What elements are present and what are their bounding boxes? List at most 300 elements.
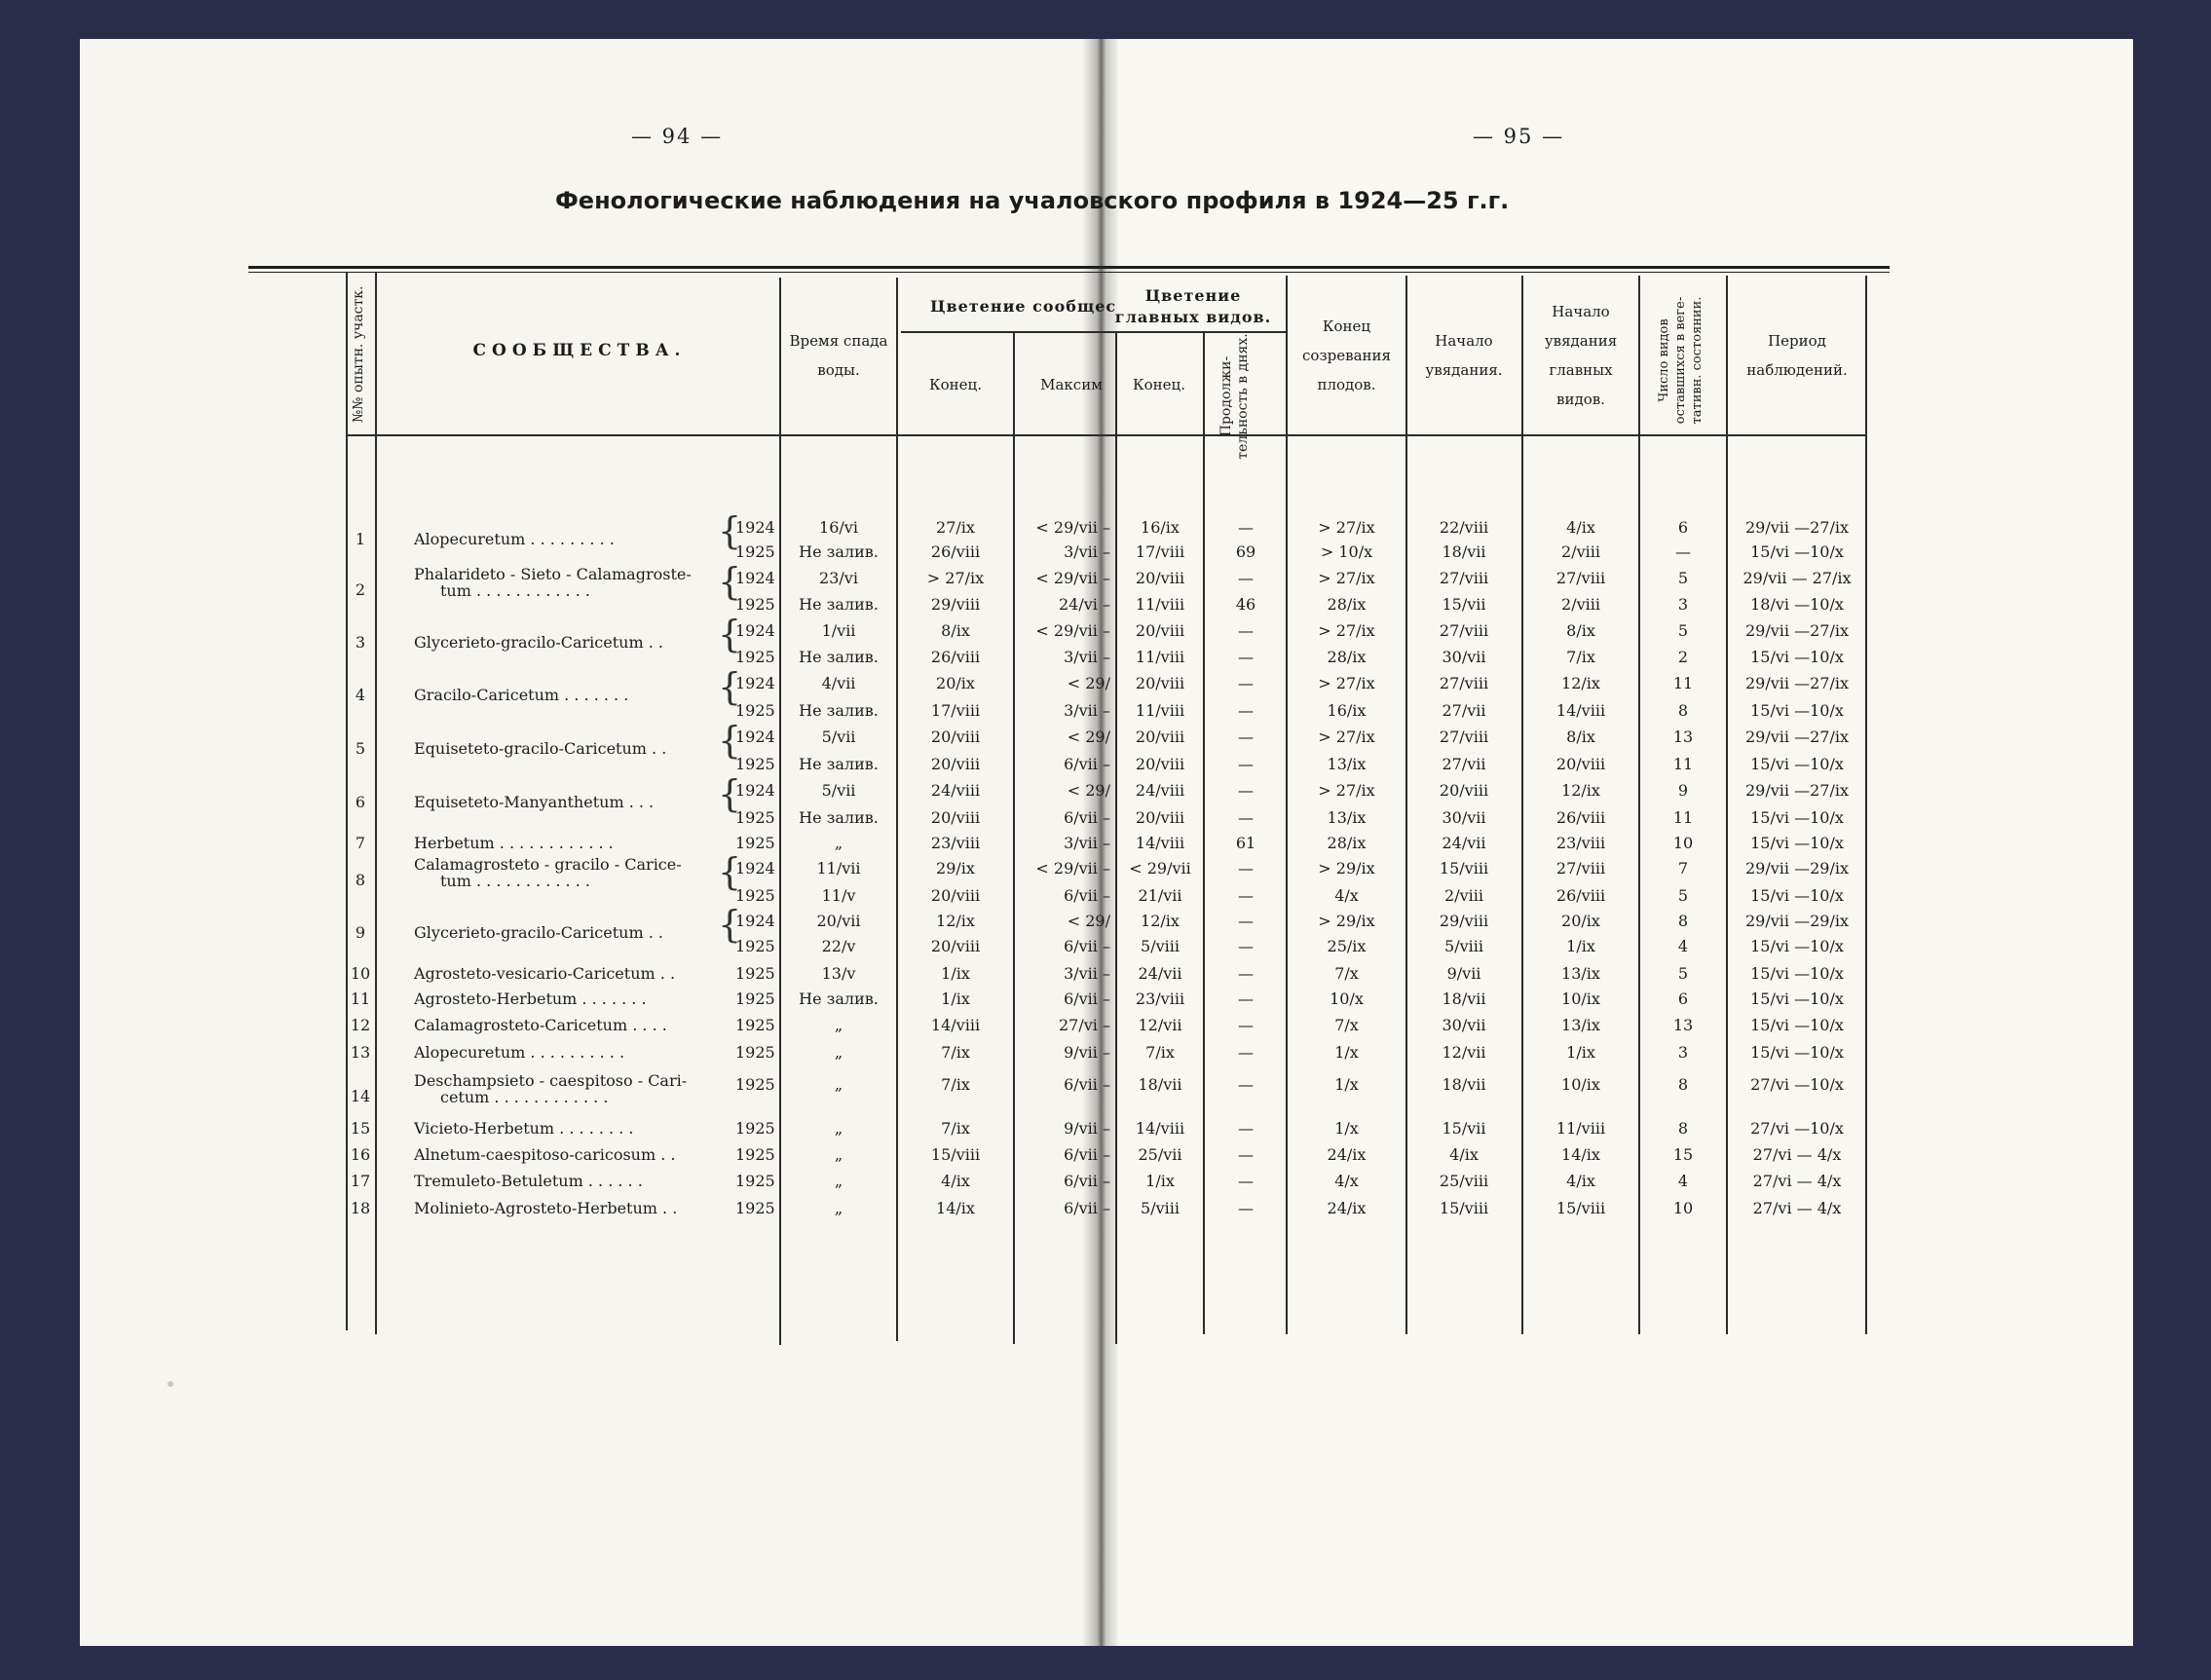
year-cell: 1925 <box>735 1016 775 1034</box>
cell-fm-end: 5/viii <box>1141 1199 1180 1217</box>
cell-water: „ <box>834 1075 843 1094</box>
cell-dur: 46 <box>1235 595 1256 614</box>
cell-fc-end: 14/viii <box>930 1016 981 1034</box>
cell-mwilt: 2/viii <box>1561 595 1600 614</box>
cell-dur: — <box>1238 648 1254 666</box>
year-brace: { <box>718 613 742 655</box>
col-line-6 <box>1203 331 1205 1334</box>
cell-water: 1/vii <box>821 621 856 640</box>
cell-period: 15/vi —10/x <box>1750 989 1844 1008</box>
cell-fc-end: 20/viii <box>930 937 981 955</box>
cell-dur: — <box>1238 989 1254 1008</box>
header-flowering-main: Цветение главных видов. <box>1114 286 1272 326</box>
cell-wilt: 18/vii <box>1442 989 1486 1008</box>
cell-wilt: 15/viii <box>1439 1199 1489 1217</box>
cell-veg: 5 <box>1677 569 1689 587</box>
cell-mwilt: 4/ix <box>1566 518 1595 537</box>
cell-wilt: 24/vii <box>1442 834 1486 852</box>
cell-wilt: 29/viii <box>1439 912 1489 930</box>
right-page-number: — 95 — <box>1473 125 1565 148</box>
row-number: 15 <box>350 1119 371 1138</box>
cell-fc-end: 14/ix <box>936 1199 975 1217</box>
cell-water: „ <box>834 1199 843 1217</box>
cell-wilt: 27/vii <box>1442 701 1486 720</box>
header-top-rule-thin <box>248 272 1890 273</box>
cell-mwilt: 4/ix <box>1566 1172 1595 1190</box>
cell-veg: 11 <box>1672 808 1694 827</box>
cell-dur: — <box>1238 1172 1254 1190</box>
cell-wilt: 18/vii <box>1442 1075 1486 1094</box>
row-number: 3 <box>355 633 366 652</box>
cell-fruit: 16/ix <box>1327 701 1367 720</box>
row-number: 11 <box>350 989 371 1008</box>
cell-wilt: 5/viii <box>1444 937 1483 955</box>
cell-fc-end: 29/ix <box>936 859 975 877</box>
year-cell: 1925 <box>735 542 775 561</box>
cell-veg: 3 <box>1677 1043 1689 1062</box>
cell-wilt: 30/vii <box>1442 648 1486 666</box>
year-brace: { <box>718 665 742 708</box>
cell-mwilt: 11/viii <box>1555 1119 1606 1138</box>
cell-wilt: 9/vii <box>1446 964 1481 983</box>
community-name-continued: cetum . . . . . . . . . . . . <box>440 1088 609 1106</box>
cell-dur: — <box>1238 1199 1254 1217</box>
cell-fc-end: 8/ix <box>941 621 970 640</box>
header-veg-species: Число видов оставшихся в веге-тативн. состоянии. <box>1657 296 1705 425</box>
cell-water: „ <box>834 1016 843 1034</box>
cell-period: 15/vi —10/x <box>1750 808 1844 827</box>
cell-dur: — <box>1238 755 1254 773</box>
cell-period: 29/vii —27/ix <box>1745 781 1849 800</box>
cell-fc-max: 3/vii – <box>1064 834 1110 852</box>
header-flowering-community: Цветение сообщес <box>930 297 1117 316</box>
cell-water: „ <box>834 834 843 852</box>
community-name: Glycerieto-gracilo-Caricetum . . <box>414 923 663 942</box>
cell-fc-max: 9/vii – <box>1064 1119 1110 1138</box>
col-line-11 <box>1726 276 1728 1334</box>
cell-fc-end: 20/ix <box>936 674 975 692</box>
year-cell: 1925 <box>735 808 775 827</box>
cell-fc-max: 3/vii – <box>1064 701 1110 720</box>
header-flowering-main-duration: Продолжи-тельность в днях. <box>1218 333 1251 460</box>
cell-water: 13/v <box>821 964 856 983</box>
cell-veg: 15 <box>1672 1145 1694 1164</box>
year-cell: 1925 <box>735 648 775 666</box>
cell-fruit: 7/x <box>1334 1016 1359 1034</box>
header-top-rule <box>248 266 1890 269</box>
year-cell: 1924 <box>735 859 775 877</box>
cell-dur: — <box>1238 728 1254 746</box>
community-name: Deschampsieto - caespitoso - Cari- <box>414 1071 688 1090</box>
cell-fm-end: 20/viii <box>1135 808 1185 827</box>
cell-fruit: 28/ix <box>1327 595 1367 614</box>
cell-fc-end: 24/viii <box>930 781 981 800</box>
cell-fc-end: 29/viii <box>930 595 981 614</box>
cell-fc-max: 6/vii – <box>1064 755 1110 773</box>
cell-mwilt: 12/ix <box>1561 781 1600 800</box>
cell-fruit: 13/ix <box>1327 808 1367 827</box>
community-name: Gracilo-Caricetum . . . . . . . <box>414 686 629 704</box>
community-name: Tremuleto-Betuletum . . . . . . <box>414 1172 643 1190</box>
cell-fm-end: 20/viii <box>1135 674 1185 692</box>
row-number: 1 <box>355 530 366 548</box>
cell-water: 16/vi <box>819 518 858 537</box>
cell-fc-max: < 29/ <box>1067 728 1110 746</box>
cell-water: 20/vii <box>816 912 861 930</box>
cell-mwilt: 8/ix <box>1566 728 1595 746</box>
cell-mwilt: 13/ix <box>1561 1016 1600 1034</box>
cell-mwilt: 20/ix <box>1561 912 1600 930</box>
cell-fc-max: 3/vii – <box>1064 964 1110 983</box>
cell-fc-max: < 29/vii – <box>1035 859 1110 877</box>
cell-fc-max: 6/vii – <box>1064 886 1110 905</box>
header-wilting-start: Начало увядания. <box>1425 332 1503 379</box>
cell-water: Не залив. <box>799 808 879 827</box>
cell-mwilt: 1/ix <box>1566 937 1595 955</box>
community-name: Calamagrosteto - gracilo - Carice- <box>414 855 682 874</box>
year-cell: 1924 <box>735 674 775 692</box>
cell-wilt: 20/viii <box>1439 781 1489 800</box>
cell-fruit: > 27/ix <box>1318 728 1375 746</box>
year-cell: 1925 <box>735 1043 775 1062</box>
row-number: 7 <box>355 834 366 852</box>
col-line-7 <box>1286 276 1288 1334</box>
cell-fc-end: 15/viii <box>930 1145 981 1164</box>
cell-fruit: 28/ix <box>1327 648 1367 666</box>
cell-fruit: 1/x <box>1334 1075 1359 1094</box>
cell-veg: 5 <box>1677 886 1689 905</box>
year-cell: 1924 <box>735 621 775 640</box>
cell-fm-end: 5/viii <box>1141 937 1180 955</box>
row-number: 9 <box>355 923 366 942</box>
cell-fruit: 25/ix <box>1327 937 1367 955</box>
cell-fc-end: 20/viii <box>930 755 981 773</box>
community-name: Phalarideto - Sieto - Calamagroste- <box>414 565 692 583</box>
cell-wilt: 27/vii <box>1442 755 1486 773</box>
cell-dur: — <box>1238 808 1254 827</box>
cell-dur: — <box>1238 1075 1254 1094</box>
cell-veg: 9 <box>1677 781 1689 800</box>
cell-fruit: 24/ix <box>1327 1199 1367 1217</box>
cell-fruit: > 29/ix <box>1318 859 1375 877</box>
cell-fc-max: 6/vii – <box>1064 1172 1110 1190</box>
cell-fc-end: 26/viii <box>930 648 981 666</box>
community-name: Alopecuretum . . . . . . . . . <box>414 530 615 548</box>
cell-veg: 8 <box>1677 912 1689 930</box>
cell-fc-max: 6/vii – <box>1064 1145 1110 1164</box>
row-number: 16 <box>350 1145 371 1164</box>
cell-fruit: > 10/x <box>1320 542 1373 561</box>
cell-water: „ <box>834 1043 843 1062</box>
cell-fruit: 13/ix <box>1327 755 1367 773</box>
cell-period: 27/vi — 4/x <box>1752 1145 1842 1164</box>
cell-fc-max: 6/vii – <box>1064 1199 1110 1217</box>
cell-fm-end: 24/viii <box>1135 781 1185 800</box>
cell-dur: — <box>1238 859 1254 877</box>
cell-fc-max: < 29/vii – <box>1035 621 1110 640</box>
cell-veg: 6 <box>1677 989 1689 1008</box>
cell-fc-end: 23/viii <box>930 834 981 852</box>
cell-fc-max: 6/vii – <box>1064 808 1110 827</box>
year-cell: 1925 <box>735 1075 775 1094</box>
cell-fc-end: 27/ix <box>936 518 975 537</box>
cell-wilt: 30/vii <box>1442 1016 1486 1034</box>
year-brace: { <box>718 772 742 815</box>
cell-fm-end: 12/vii <box>1138 1016 1182 1034</box>
cell-fc-max: 3/vii – <box>1064 648 1110 666</box>
cell-fruit: > 29/ix <box>1318 912 1375 930</box>
cell-dur: — <box>1238 518 1254 537</box>
cell-wilt: 12/vii <box>1442 1043 1486 1062</box>
left-page-number: — 94 — <box>631 125 724 148</box>
community-name: Vicieto-Herbetum . . . . . . . . <box>414 1119 634 1138</box>
cell-water: „ <box>834 1172 843 1190</box>
header-flowering-community-max: Максим <box>1040 376 1103 393</box>
cell-wilt: 22/viii <box>1439 518 1489 537</box>
cell-period: 15/vi —10/x <box>1750 937 1844 955</box>
cell-fruit: > 27/ix <box>1318 518 1375 537</box>
header-communities: СООБЩЕСТВА. <box>472 341 687 360</box>
cell-dur: — <box>1238 1119 1254 1138</box>
year-cell: 1925 <box>735 595 775 614</box>
cell-dur: — <box>1238 1145 1254 1164</box>
cell-veg: 8 <box>1677 1075 1689 1094</box>
cell-fc-max: 24/vi – <box>1059 595 1110 614</box>
cell-fruit: 28/ix <box>1327 834 1367 852</box>
cell-wilt: 15/vii <box>1442 1119 1486 1138</box>
cell-period: 27/vi —10/x <box>1750 1075 1844 1094</box>
year-cell: 1925 <box>735 937 775 955</box>
cell-mwilt: 14/viii <box>1555 701 1606 720</box>
cell-dur: — <box>1238 964 1254 983</box>
cell-fc-end: 26/viii <box>930 542 981 561</box>
cell-fm-end: 20/viii <box>1135 755 1185 773</box>
cell-dur: — <box>1238 701 1254 720</box>
year-cell: 1925 <box>735 989 775 1008</box>
cell-mwilt: 8/ix <box>1566 621 1595 640</box>
community-name: Agrosteto-vesicario-Caricetum . . <box>414 964 676 983</box>
year-cell: 1925 <box>735 1172 775 1190</box>
cell-fc-max: 6/vii – <box>1064 989 1110 1008</box>
col-line-9 <box>1521 276 1523 1334</box>
cell-veg: 4 <box>1677 937 1689 955</box>
cell-period: 15/vi —10/x <box>1750 1016 1844 1034</box>
cell-fm-end: 14/viii <box>1135 834 1185 852</box>
community-name: Agrosteto-Herbetum . . . . . . . <box>414 989 647 1008</box>
cell-veg: 10 <box>1672 834 1694 852</box>
cell-period: 29/vii —27/ix <box>1745 674 1849 692</box>
cell-dur: 61 <box>1235 834 1256 852</box>
cell-mwilt: 27/viii <box>1555 859 1606 877</box>
cell-water: 22/v <box>821 937 856 955</box>
cell-fm-end: 14/viii <box>1135 1119 1185 1138</box>
cell-mwilt: 15/viii <box>1555 1199 1606 1217</box>
cell-fruit: 1/x <box>1334 1119 1359 1138</box>
cell-period: 15/vi —10/x <box>1750 542 1844 561</box>
cell-fruit: > 27/ix <box>1318 781 1375 800</box>
header-plot-no: №№ опытн. участк. <box>351 285 366 423</box>
cell-mwilt: 10/ix <box>1561 989 1600 1008</box>
cell-period: 29/vii —27/ix <box>1745 621 1849 640</box>
table-title: Фенологические наблюдения на учаловского профиля в 1924—25 г.г. <box>555 187 1510 214</box>
cell-dur: — <box>1238 621 1254 640</box>
cell-wilt: 30/vii <box>1442 808 1486 827</box>
cell-fc-end: 4/ix <box>941 1172 970 1190</box>
cell-veg: 5 <box>1677 621 1689 640</box>
community-name: Equiseteto-Manyanthetum . . . <box>414 793 655 811</box>
cell-period: 29/vii —29/ix <box>1745 859 1849 877</box>
cell-dur: — <box>1238 674 1254 692</box>
cell-period: 29/vii —27/ix <box>1745 728 1849 746</box>
cell-wilt: 27/viii <box>1439 728 1489 746</box>
cell-fruit: > 27/ix <box>1318 569 1375 587</box>
year-cell: 1925 <box>735 755 775 773</box>
cell-dur: — <box>1238 912 1254 930</box>
cell-dur: — <box>1238 886 1254 905</box>
community-name: Molinieto-Agrosteto-Herbetum . . <box>414 1199 678 1217</box>
year-cell: 1925 <box>735 1119 775 1138</box>
col-line-8 <box>1405 276 1407 1334</box>
cell-mwilt: 7/ix <box>1566 648 1595 666</box>
cell-fc-max: < 29/ <box>1067 781 1110 800</box>
cell-veg: — <box>1675 542 1691 561</box>
cell-fm-end: 11/viii <box>1135 595 1185 614</box>
cell-fc-end: 20/viii <box>930 728 981 746</box>
cell-fc-max: < 29/vii – <box>1035 518 1110 537</box>
cell-period: 18/vi —10/x <box>1750 595 1844 614</box>
row-number: 5 <box>355 739 366 758</box>
row-number: 13 <box>350 1043 371 1062</box>
cell-fc-max: 6/vii – <box>1064 1075 1110 1094</box>
community-name: Alnetum-caespitoso-caricosum . . <box>414 1145 676 1164</box>
cell-water: 11/vii <box>816 859 861 877</box>
cell-mwilt: 14/ix <box>1561 1145 1600 1164</box>
row-number: 14 <box>350 1087 371 1105</box>
year-cell: 1925 <box>735 1145 775 1164</box>
cell-mwilt: 2/viii <box>1561 542 1600 561</box>
community-name: Calamagrosteto-Caricetum . . . . <box>414 1016 667 1034</box>
cell-dur: — <box>1238 781 1254 800</box>
cell-veg: 6 <box>1677 518 1689 537</box>
cell-fc-end: > 27/ix <box>926 569 985 587</box>
header-bottom-rule <box>346 434 1865 436</box>
cell-water: Не залив. <box>799 701 879 720</box>
cell-fc-max: < 29/vii – <box>1035 569 1110 587</box>
header-main-wilting-start: Начало увядания главных видов. <box>1544 303 1618 408</box>
cell-period: 29/vii —27/ix <box>1745 518 1849 537</box>
cell-period: 27/vi — 4/x <box>1752 1199 1842 1217</box>
cell-period: 29/vii —29/ix <box>1745 912 1849 930</box>
cell-mwilt: 23/viii <box>1555 834 1606 852</box>
cell-wilt: 2/viii <box>1444 886 1483 905</box>
row-number: 2 <box>355 580 366 599</box>
cell-dur: — <box>1238 569 1254 587</box>
cell-fm-end: 25/vii <box>1138 1145 1182 1164</box>
cell-fruit: 4/x <box>1334 1172 1359 1190</box>
cell-water: 23/vi <box>819 569 858 587</box>
cell-period: 15/vi —10/x <box>1750 648 1844 666</box>
cell-fruit: > 27/ix <box>1318 621 1375 640</box>
cell-fm-end: 21/vii <box>1138 886 1182 905</box>
cell-fm-end: 23/viii <box>1135 989 1185 1008</box>
cell-wilt: 25/viii <box>1439 1172 1489 1190</box>
cell-veg: 7 <box>1677 859 1689 877</box>
cell-veg: 2 <box>1677 648 1689 666</box>
cell-dur: 69 <box>1235 542 1256 561</box>
cell-wilt: 27/viii <box>1439 569 1489 587</box>
cell-veg: 13 <box>1672 1016 1694 1034</box>
cell-fc-end: 7/ix <box>941 1043 970 1062</box>
cell-fc-max: 27/vi – <box>1059 1016 1110 1034</box>
cell-fruit: 24/ix <box>1327 1145 1367 1164</box>
cell-fc-max: < 29/ <box>1067 912 1110 930</box>
header-flowering-main-end: Конец. <box>1133 376 1185 393</box>
cell-mwilt: 27/viii <box>1555 569 1606 587</box>
cell-water: Не залив. <box>799 648 879 666</box>
header-water-recession: Время спада воды. <box>789 332 888 379</box>
year-brace: { <box>718 719 742 762</box>
header-observation-period: Период наблюдений. <box>1746 332 1848 379</box>
cell-period: 27/vi —10/x <box>1750 1119 1844 1138</box>
col-line-1 <box>375 273 377 1334</box>
cell-fruit: > 27/ix <box>1318 674 1375 692</box>
cell-fm-end: 20/viii <box>1135 621 1185 640</box>
cell-fc-end: 17/viii <box>930 701 981 720</box>
cell-mwilt: 26/viii <box>1555 808 1606 827</box>
cell-fc-end: 20/viii <box>930 808 981 827</box>
cell-mwilt: 20/viii <box>1555 755 1606 773</box>
year-cell: 1925 <box>735 701 775 720</box>
cell-fc-end: 7/ix <box>941 1075 970 1094</box>
cell-veg: 5 <box>1677 964 1689 983</box>
cell-fc-end: 12/ix <box>936 912 975 930</box>
cell-water: Не залив. <box>799 755 879 773</box>
cell-fc-end: 20/viii <box>930 886 981 905</box>
cell-period: 15/vi —10/x <box>1750 886 1844 905</box>
cell-veg: 13 <box>1672 728 1694 746</box>
cell-veg: 11 <box>1672 674 1694 692</box>
cell-wilt: 4/ix <box>1449 1145 1479 1164</box>
year-brace: { <box>718 509 742 552</box>
cell-water: „ <box>834 1145 843 1164</box>
cell-period: 15/vi —10/x <box>1750 755 1844 773</box>
year-cell: 1924 <box>735 728 775 746</box>
cell-mwilt: 10/ix <box>1561 1075 1600 1094</box>
col-line-3 <box>896 278 898 1341</box>
row-number: 6 <box>355 793 366 811</box>
year-cell: 1924 <box>735 518 775 537</box>
row-number: 4 <box>355 686 366 704</box>
cell-dur: — <box>1238 937 1254 955</box>
cell-veg: 8 <box>1677 701 1689 720</box>
cell-period: 29/vii — 27/ix <box>1743 569 1852 587</box>
year-cell: 1925 <box>735 964 775 983</box>
col-line-10 <box>1638 276 1640 1334</box>
cell-fruit: 4/x <box>1334 886 1359 905</box>
cell-water: Не залив. <box>799 989 879 1008</box>
year-brace: { <box>718 560 742 603</box>
cell-fruit: 7/x <box>1334 964 1359 983</box>
row-number: 17 <box>350 1172 371 1190</box>
row-number: 10 <box>350 964 371 983</box>
cell-water: 4/vii <box>821 674 856 692</box>
cell-fruit: 1/x <box>1334 1043 1359 1062</box>
cell-fm-end: < 29/vii <box>1129 859 1191 877</box>
col-line-5 <box>1115 331 1117 1344</box>
cell-fc-end: 7/ix <box>941 1119 970 1138</box>
cell-fc-max: 9/vii – <box>1064 1043 1110 1062</box>
cell-veg: 11 <box>1672 755 1694 773</box>
